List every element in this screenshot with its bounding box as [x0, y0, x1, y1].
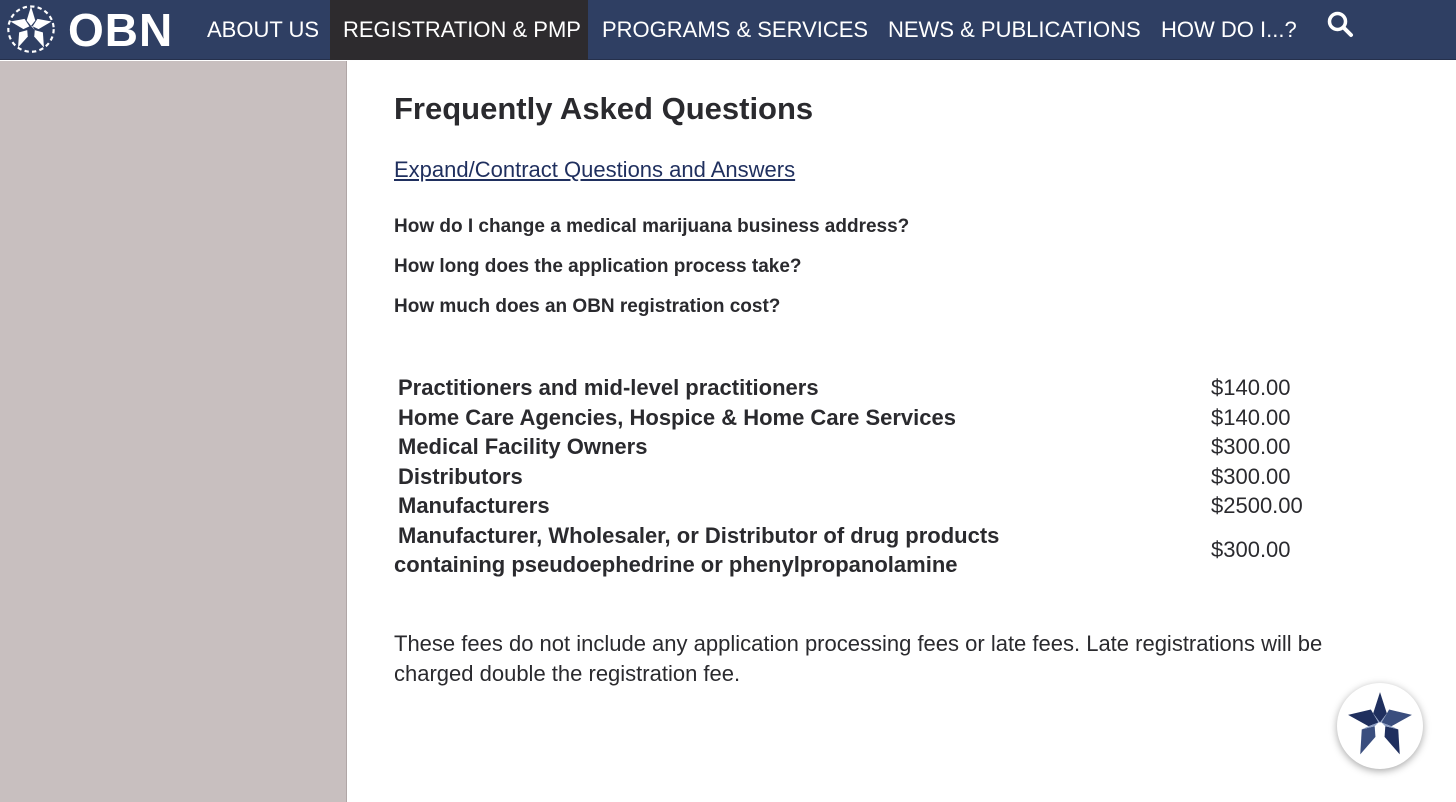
fee-label: Medical Facility Owners: [398, 434, 648, 459]
table-row: [394, 403, 1314, 433]
nav-registration-pmp[interactable]: REGISTRATION & PMP: [330, 0, 588, 60]
fee-price: $140.00: [1211, 404, 1291, 430]
fee-price: $300.00: [1211, 434, 1291, 459]
main-content: [348, 61, 1456, 802]
left-sidebar: [0, 61, 347, 802]
fee-label: Home Care Agencies, Hospice & Home Care Services: [398, 404, 956, 430]
faq-question-registration-cost[interactable]: How much does an OBN registration cost?: [394, 296, 781, 317]
table-row: [394, 373, 1314, 403]
table-row: [394, 521, 1314, 580]
obn-star-badge-icon: [1342, 686, 1418, 766]
fee-label: Practitioners and mid-level practitioners: [398, 375, 819, 400]
table-row: [394, 491, 1314, 521]
fee-footnote: These fees do not include any application processing fees or late fees. Late registrations will be charged double the registration fee.: [394, 631, 1323, 686]
faq-question-business-address[interactable]: How do I change a medical marijuana business address?: [394, 216, 910, 237]
search-button[interactable]: [1322, 6, 1358, 46]
fee-price: $300.00: [1211, 537, 1291, 563]
chat-widget-button[interactable]: [1337, 683, 1423, 769]
page-title: Frequently Asked Questions: [394, 91, 814, 126]
search-icon: [1326, 10, 1354, 42]
expand-contract-link[interactable]: Expand/Contract Questions and Answers: [394, 157, 796, 182]
obn-logo[interactable]: [4, 0, 173, 60]
fee-label: Manufacturer, Wholesaler, or Distributor of drug products containing pseudoephedrine or phenylpropanolamine: [394, 522, 1000, 577]
fee-price: $140.00: [1211, 375, 1291, 400]
table-row: [394, 432, 1314, 462]
nav-how-do-i[interactable]: HOW DO I...?: [1161, 17, 1297, 42]
fee-table: [394, 373, 1314, 580]
nav-news-publications[interactable]: NEWS & PUBLICATIONS: [888, 17, 1141, 42]
table-row: [394, 462, 1314, 492]
nav-about-us[interactable]: ABOUT US: [207, 17, 320, 42]
fee-price: $300.00: [1211, 463, 1291, 489]
fee-price: $2500.00: [1211, 493, 1303, 518]
obn-star-logo-icon: [4, 1, 58, 59]
nav-programs-services[interactable]: PROGRAMS & SERVICES: [602, 17, 869, 42]
top-navigation: [0, 0, 1456, 60]
faq-question-application-time[interactable]: How long does the application process take?: [394, 256, 802, 277]
fee-label: Distributors: [398, 463, 523, 489]
fee-label: Manufacturers: [398, 493, 550, 518]
logo-text: OBN: [68, 4, 174, 56]
